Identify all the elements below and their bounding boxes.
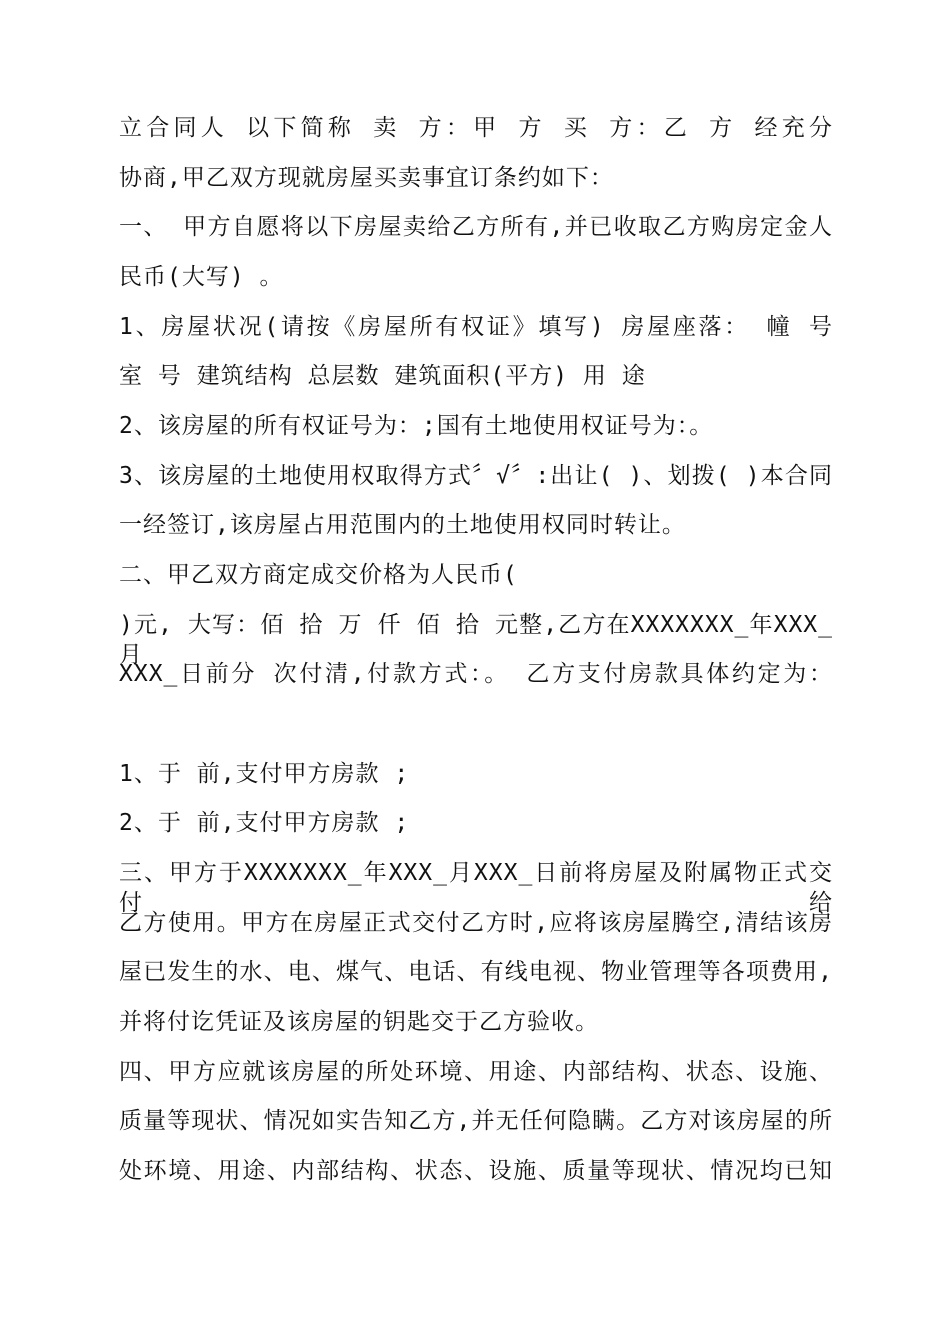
text-line: 2、于 前,支付甲方房款 ; xyxy=(119,810,410,836)
text-line: 屋已发生的水、电、煤气、电话、有线电视、物业管理等各项费用, xyxy=(119,959,833,985)
text-line: 3、该房屋的土地使用权取得方式〞√〞:出让( )、划拨( )本合同 xyxy=(119,463,833,489)
text-line: )元, 大写：佰 拾 万 仟 佰 拾 元整,乙方在XXXXXXX_年XXX_月 xyxy=(119,612,833,668)
text-line: 1、房屋状况(请按《房屋所有权证》填写) 房屋座落： 幢 号 xyxy=(119,314,833,340)
text-line: XXX_日前分 次付清,付款方式：。 乙方支付房款具体约定为： xyxy=(119,661,833,687)
text-line: 一经签订,该房屋占用范围内的土地使用权同时转让。 xyxy=(119,512,686,538)
text-line: 立合同人 以下简称 卖 方：甲 方 买 方：乙 方 经充分 xyxy=(119,115,833,141)
text-line: 三、甲方于XXXXXXX_年XXX_月XXX_日前将房屋及附属物正式交付给 xyxy=(119,860,833,916)
text-line: 四、甲方应就该房屋的所处环境、用途、内部结构、状态、设施、 xyxy=(119,1059,833,1085)
text-line: 质量等现状、情况如实告知乙方,并无任何隐瞒。乙方对该房屋的所 xyxy=(119,1108,833,1134)
text-line: 室 号 建筑结构 总层数 建筑面积(平方) 用 途 xyxy=(119,363,646,389)
text-line: 乙方使用。甲方在房屋正式交付乙方时,应将该房屋腾空,清结该房 xyxy=(119,910,833,936)
text-line: 2、该房屋的所有权证号为：;国有土地使用权证号为：。 xyxy=(119,413,714,439)
text-line: 并将付讫凭证及该房屋的钥匙交于乙方验收。 xyxy=(119,1009,599,1035)
text-line: 协商,甲乙双方现就房屋买卖事宜订条约如下： xyxy=(119,165,614,191)
text-line: 1、于 前,支付甲方房款 ; xyxy=(119,761,410,787)
text-line: 二、甲乙双方商定成交价格为人民币( xyxy=(119,562,518,588)
text-line: 民币(大写) 。 xyxy=(119,264,284,290)
text-line: 处环境、用途、内部结构、状态、设施、质量等现状、情况均已知 xyxy=(119,1158,833,1184)
text-line: 一、 甲方自愿将以下房屋卖给乙方所有,并已收取乙方购房定金人 xyxy=(119,214,833,240)
